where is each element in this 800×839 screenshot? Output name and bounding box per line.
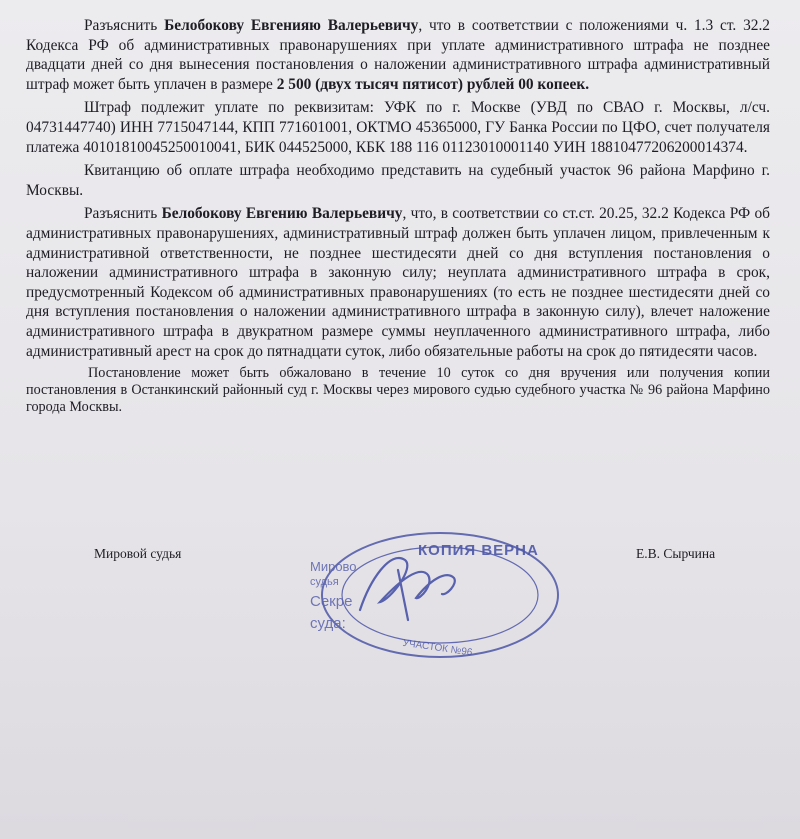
person-name: Белобокову Евгенияю Валерьевичу — [164, 17, 419, 34]
stamp-line-2: судья — [310, 576, 339, 588]
stamp-heading: КОПИЯ ВЕРНА — [418, 542, 539, 559]
para1-body: , что в соответствии с положениями ч. 1.3 ст. 32.2 Кодекса РФ об административных правонарушениях при уплате административного штрафа не позднее двадцати дней со дня вынесения постановления о наложении административного штрафа административный штраф может быть уплачен в размере — [26, 17, 771, 93]
paragraph-receipt: Квитанцию об оплате штрафа необходимо представить на судебный участок 96 района Марфино г. Москвы. — [26, 162, 770, 199]
para1-lead: Разъяснить — [84, 17, 165, 34]
fine-amount: 2 500 (двух тысяч пятисот) рублей 00 копеек. — [276, 75, 590, 93]
judge-name: Е.В. Сырчина — [636, 546, 716, 561]
stamp-line-1: Мирово — [310, 559, 357, 574]
para4-lead: Разъяснить — [84, 205, 162, 223]
person-name-2: Белобокову Евгению Валерьевичу — [161, 205, 403, 223]
stamp-line-4: суда: — [310, 615, 346, 632]
para4-body: , что, в соответствии со ст.ст. 20.25, 32.2 Кодекса РФ об административных правонарушениях, административный штраф должен быть уплачен лицом, привлеченным к административной ответственности, не позднее шестидесяти дней со дня вступления постановления о наложении административного штрафа в законную силу; неуплата административного штрафа в срок, предусмотренный Кодексом об административных правонарушениях (то есть не позднее шестидесяти дней со дня вступления постановления о наложении административного штрафа в законную силу), влечет наложение административного штрафа в двукратном размере суммы неуплаченного административного штрафа, либо административный арест на срок до пятнадцати суток, либо обязательные работы на срок до пятидесяти часов. — [26, 205, 770, 360]
paragraph-appeal: Постановление может быть обжаловано в течение 10 суток со дня вручения или получения копии постановления в Останкинский районный суд г. Москвы через мирового судью судебного участка № 96 района Марфино города Москвы. — [26, 365, 770, 416]
signature-scribble — [350, 540, 470, 630]
paragraph-explanation-payment-discount — [26, 16, 770, 94]
judge-title: Мировой судья — [94, 546, 182, 561]
paragraph-explanation-deadline — [26, 204, 770, 361]
stamp-line-3: Секре — [310, 593, 353, 610]
document-body — [26, 16, 770, 420]
paragraph-payment-details: Штраф подлежит уплате по реквизитам: УФК по г. Москве (УВД по СВАО г. Москвы, л/сч. 04731447740) ИНН 7715047144, КПП 771601001, ОКТМО 45365000, ГУ Банка России по ЦФО, счет получателя платежа 40101810045250010041, БИК 044525000, КБК 188 116 01123010001140 УИН 18810477206200014374. — [26, 99, 770, 156]
stamp-ring-text: УЧАСТОК №96 — [401, 637, 474, 659]
